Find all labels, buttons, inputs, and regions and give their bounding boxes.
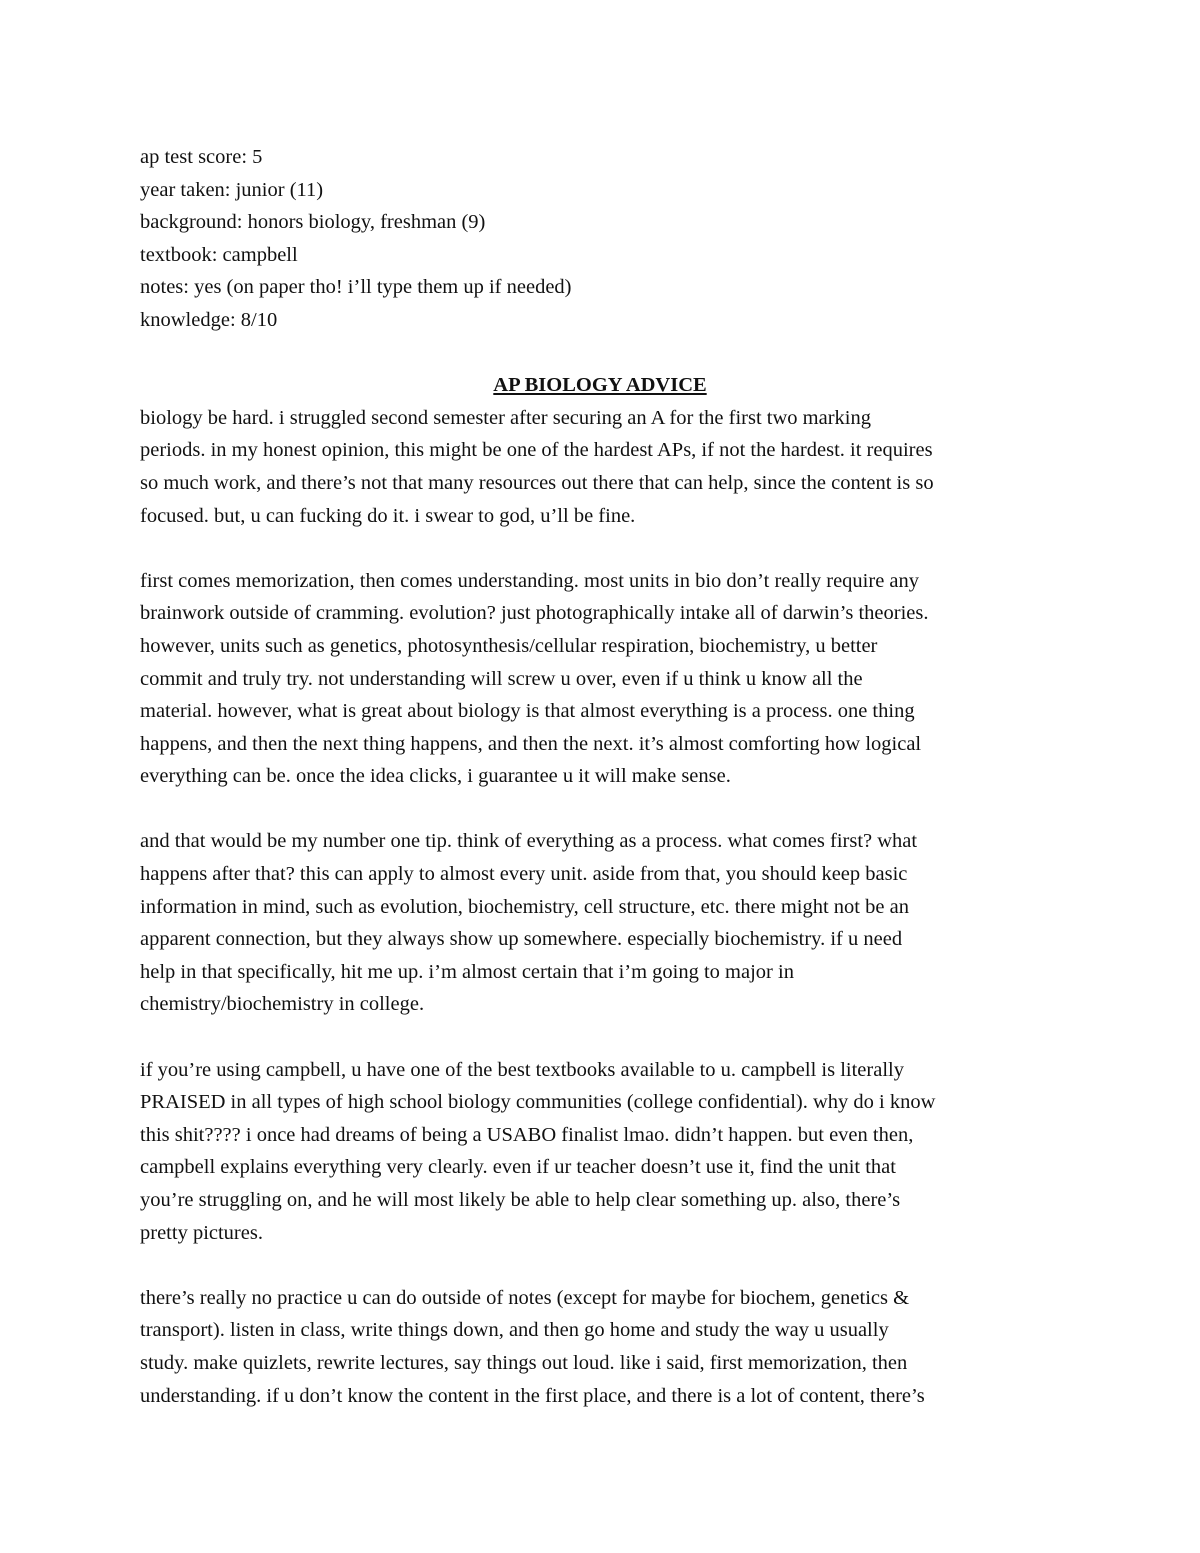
textbook-line: textbook: campbell [140,243,298,266]
notes-line: notes: yes (on paper tho! i’ll type them up if needed) [140,276,572,299]
paragraph-memorization: first comes memorization, then comes understanding. most units in bio don’t really require any brainwork outside of cramming. evolution? just photographically intake all of darwin’s theories. however, units such as genetics, photosynthesis/cellular respiration, biochemistry, u better commit and truly try. not understanding will screw u over, even if u think u know all the material. however, what is great about biology is that almost everything is a process. one thing happens, and then the next thing happens, and then the next. it’s almost comforting how logical everything can be. once the idea clicks, i guarantee u it will make sense. [140,569,929,788]
document-heading: AP BIOLOGY ADVICE [493,374,707,397]
paragraph-campbell: if you’re using campbell, u have one of the best textbooks available to u. campbell is literally PRAISED in all types of high school biology communities (college confidential). why do i know this shit???? i once had dreams of being a USABO finalist lmao. didn’t happen. but even then, campbell explains everything very clearly. even if ur teacher doesn’t use it, find the unit that you’re struggling on, and he will most likely be able to help clear something up. also, there’s pretty pictures. [140,1058,936,1244]
paragraph-practice: there’s really no practice u can do outside of notes (except for maybe for biochem, genetics & transport). listen in class, write things down, and then go home and study the way u usually study. make quizlets, rewrite lectures, say things out loud. like i said, first memorization, then understanding. if u don’t know the content in the first place, and there is a lot of content, there’s [140,1286,925,1407]
document-page [140,141,1060,1412]
paragraph-process-tip: and that would be my number one tip. think of everything as a process. what comes first? what happens after that? this can apply to almost every unit. aside from that, you should keep basic information in mind, such as evolution, biochemistry, cell structure, etc. there might not be an apparent connection, but they always show up somewhere. especially biochemistry. if u need help in that specifically, hit me up. i’m almost certain that i’m going to major in chemistry/biochemistry in college. [140,830,918,1016]
background-line: background: honors biology, freshman (9) [140,211,486,234]
paragraph-intro: biology be hard. i struggled second semester after securing an A for the first two marking periods. in my honest opinion, this might be one of the hardest APs, if not the hardest. it requires so much work, and there’s not that many resources out there that can help, since the content is so focused. but, u can fucking do it. i swear to god, u’ll be fine. [140,406,934,527]
advice-body [140,402,1060,1412]
knowledge-line: knowledge: 8/10 [140,308,278,331]
year-taken-line: year taken: junior (11) [140,178,324,201]
test-score-line: ap test score: 5 [140,146,263,168]
profile-info [140,141,1060,337]
